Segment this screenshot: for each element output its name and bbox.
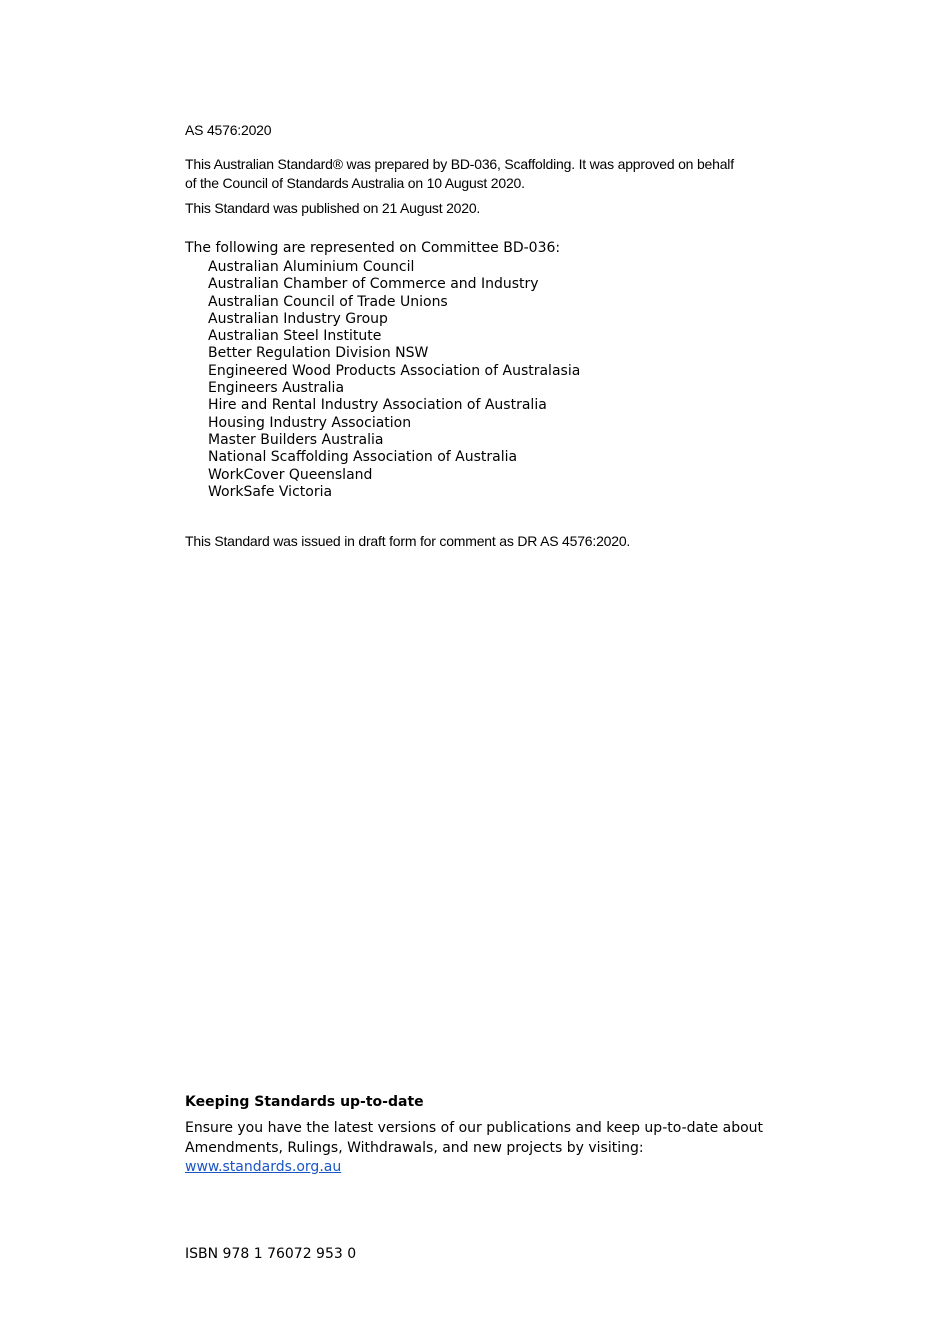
keeping-up-to-date-heading: Keeping Standards up-to-date — [185, 1094, 424, 1110]
keeping-up-to-date-body — [185, 1119, 763, 1178]
committee-member: WorkCover Queensland — [208, 466, 373, 483]
committee-member: Australian Council of Trade Unions — [208, 293, 448, 310]
committee-member: Better Regulation Division NSW — [208, 345, 429, 362]
committee-member: Hire and Rental Industry Association of Australia — [208, 397, 547, 414]
committee-member: National Scaffolding Association of Australia — [208, 449, 518, 466]
keeping-line-2: Amendments, Rulings, Withdrawals, and new projects by visiting: — [185, 1139, 644, 1156]
keeping-line-1: Ensure you have the latest versions of our publications and keep up-to-date about — [185, 1120, 764, 1136]
committee-member: Engineered Wood Products Association of Australasia — [208, 362, 581, 379]
draft-note: This Standard was issued in draft form for comment as DR AS 4576:2020. — [185, 533, 631, 549]
standards-website-link[interactable]: www.standards.org.au — [185, 1159, 342, 1175]
committee-member: Housing Industry Association — [208, 414, 412, 431]
preparation-statement — [185, 155, 734, 193]
standard-id: AS 4576:2020 — [185, 122, 272, 138]
committee-member-list — [208, 259, 580, 501]
committee-member: Australian Industry Group — [208, 310, 388, 327]
committee-member: WorkSafe Victoria — [208, 483, 333, 500]
committee-member: Australian Aluminium Council — [208, 259, 415, 275]
committee-member: Engineers Australia — [208, 380, 345, 397]
committee-member: Australian Steel Institute — [208, 328, 382, 345]
isbn: ISBN 978 1 76072 953 0 — [185, 1246, 357, 1262]
committee-member: Australian Chamber of Commerce and Industry — [208, 276, 539, 293]
committee-heading: The following are represented on Committee BD-036: — [185, 240, 561, 256]
published-statement: This Standard was published on 21 August 2020. — [185, 200, 481, 216]
committee-member: Master Builders Australia — [208, 431, 384, 448]
preparation-line-1: This Australian Standard® was prepared by BD-036, Scaffolding. It was approved on behalf — [185, 156, 734, 172]
preparation-line-2: of the Council of Standards Australia on 10 August 2020. — [185, 175, 525, 191]
